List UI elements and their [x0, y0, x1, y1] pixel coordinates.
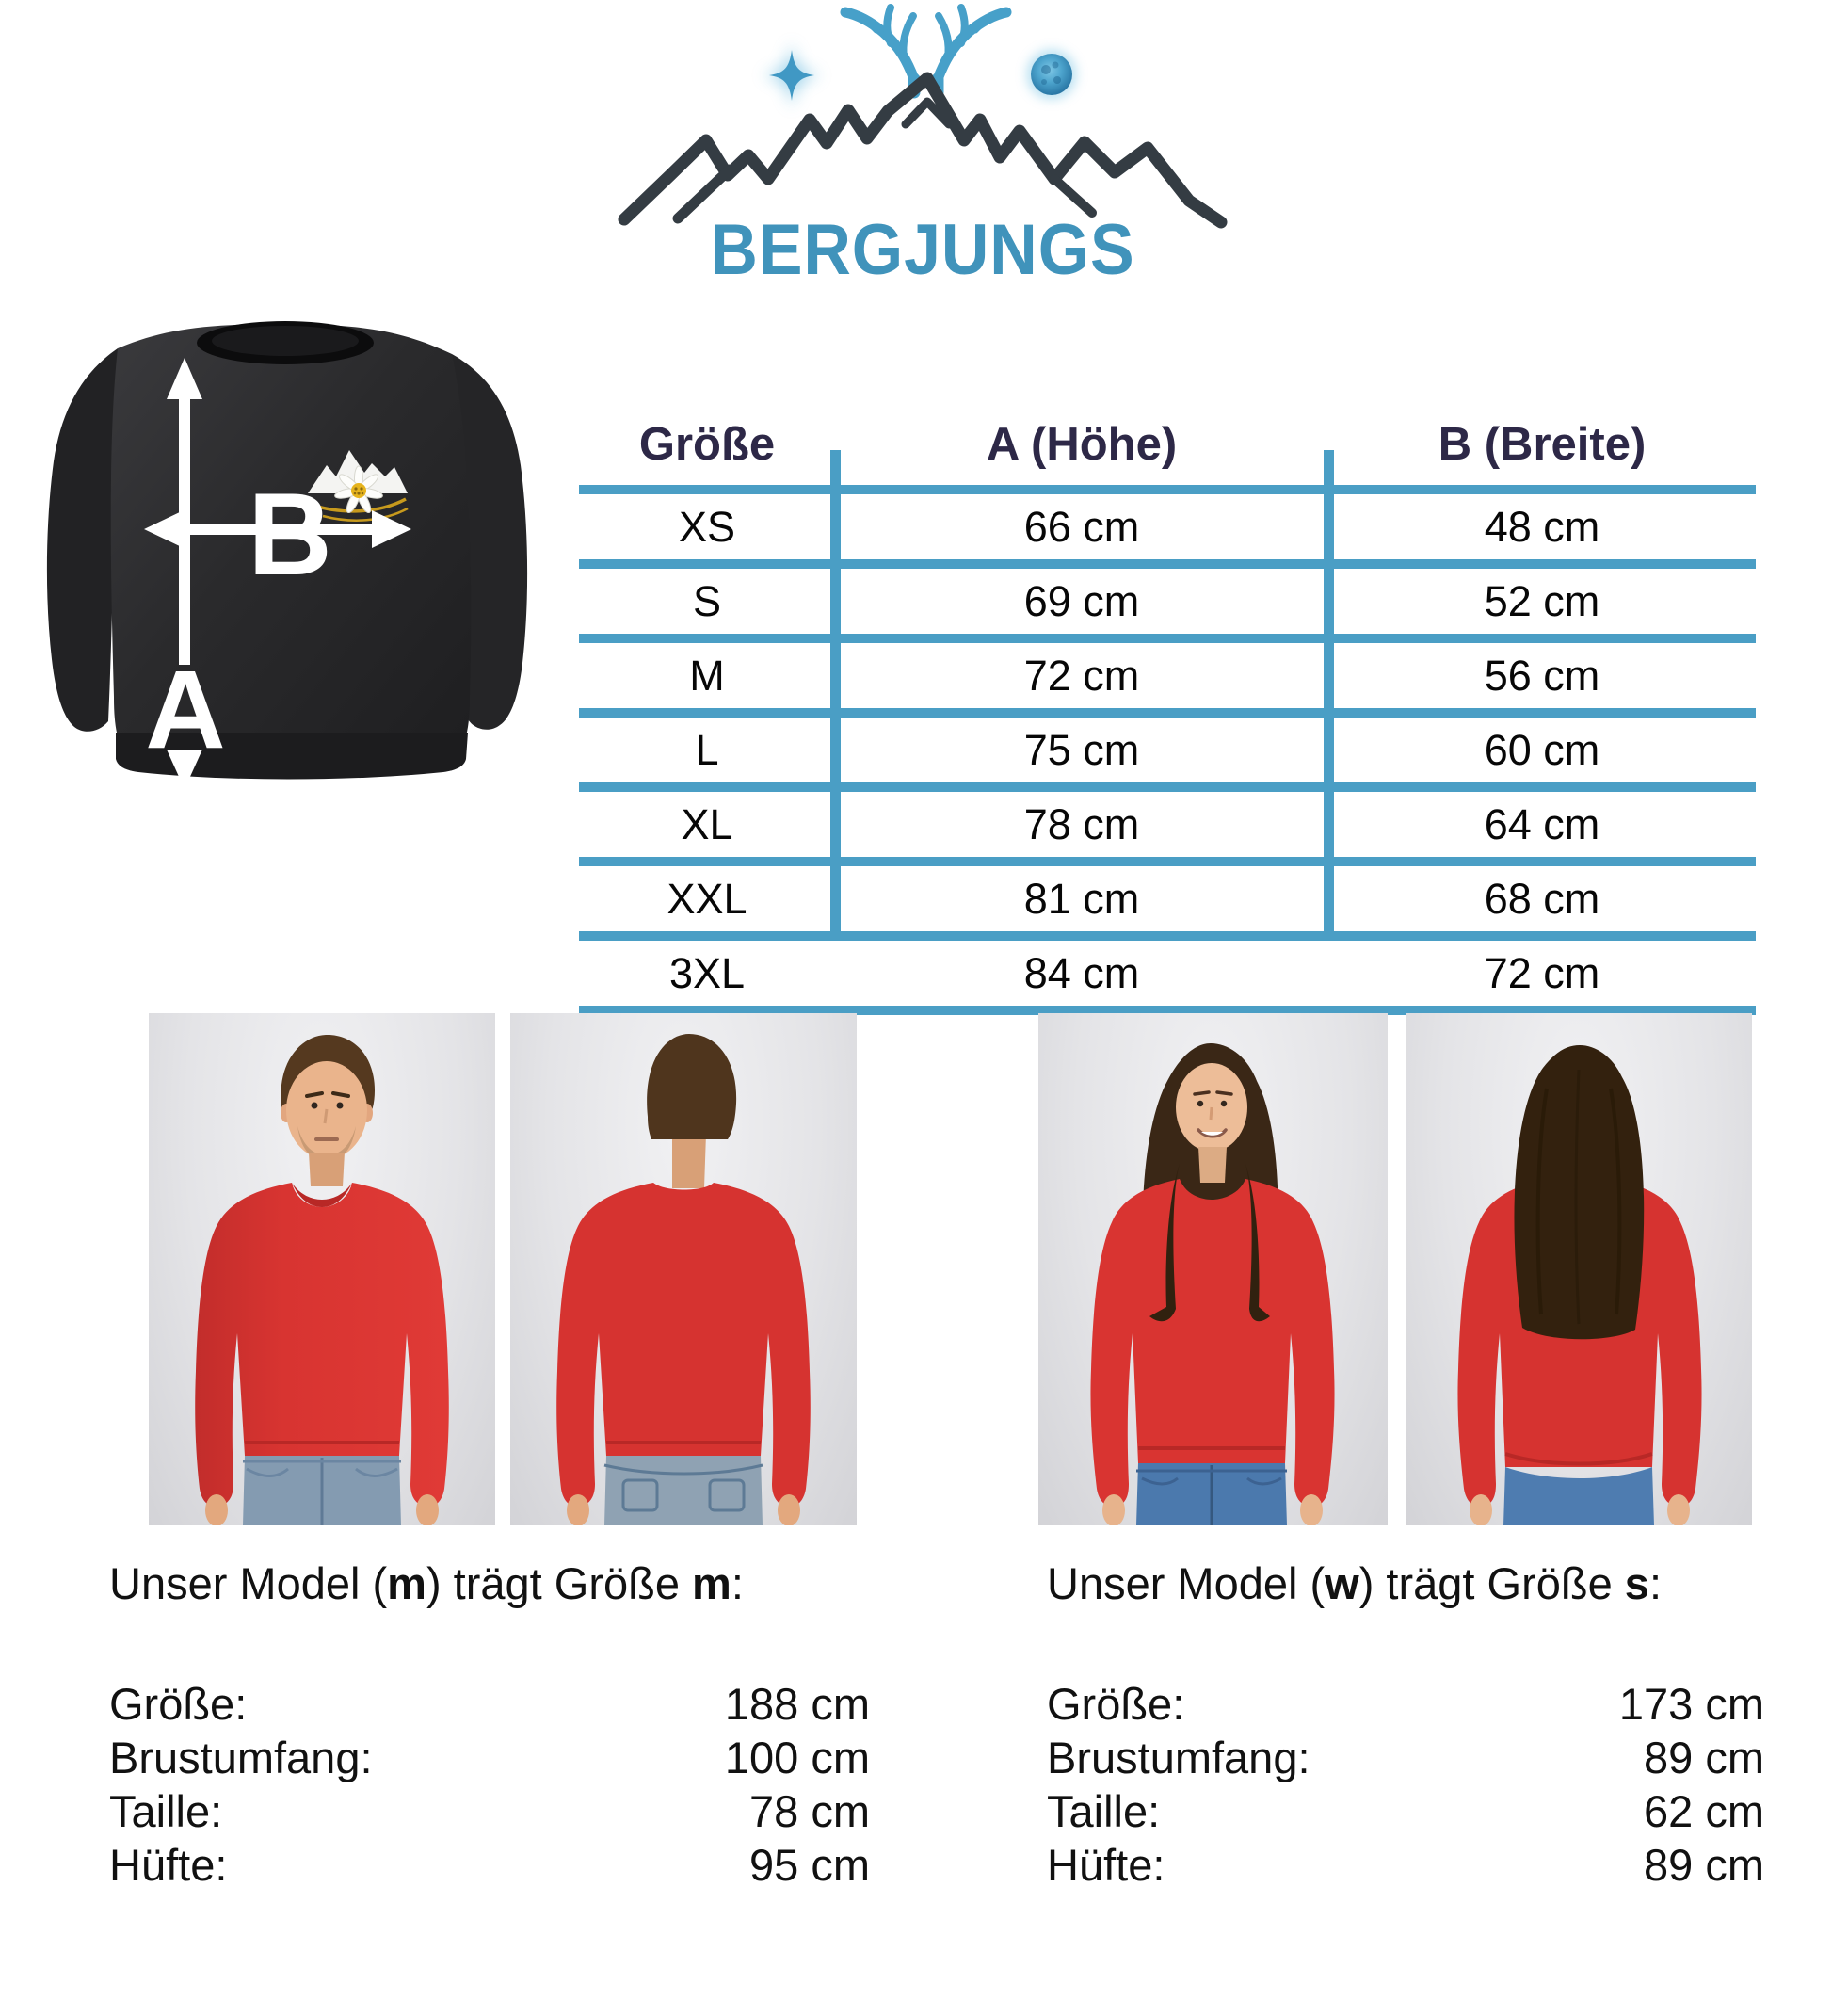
table-row — [579, 866, 1756, 941]
photo-woman-back — [1406, 1013, 1752, 1525]
woman-front-figure — [1038, 1013, 1388, 1525]
male-model-title: Unser Model (m) trägt Größe m: — [109, 1558, 744, 1608]
width-cell: 68 cm — [1484, 874, 1600, 923]
measurement-label: Hüfte: — [109, 1840, 228, 1890]
man-front-figure — [149, 1013, 495, 1525]
moon-icon — [1027, 50, 1076, 99]
measurement-row — [1047, 1784, 1764, 1838]
star-icon — [762, 41, 823, 110]
height-cell: 66 cm — [1023, 502, 1140, 551]
size-cell: XS — [678, 502, 736, 551]
measurement-value: 62 cm — [1644, 1786, 1764, 1836]
size-table-header — [579, 412, 1756, 494]
measurement-label: Brustumfang: — [1047, 1733, 1310, 1782]
photo-woman-front — [1038, 1013, 1388, 1525]
measurement-label: Größe: — [109, 1679, 248, 1729]
man-back-figure — [510, 1013, 857, 1525]
mountains-icon — [624, 78, 1221, 222]
measurement-label: Hüfte: — [1047, 1840, 1165, 1890]
measurement-value: 89 cm — [1644, 1840, 1764, 1890]
sweatshirt-image — [24, 318, 537, 794]
measurement-value: 173 cm — [1618, 1679, 1764, 1729]
measurement-value: 100 cm — [724, 1733, 870, 1782]
table-row — [579, 494, 1756, 569]
measurement-row — [1047, 1838, 1764, 1892]
column-divider — [1324, 450, 1334, 940]
height-cell: 81 cm — [1023, 874, 1140, 923]
woman-back-figure — [1406, 1013, 1752, 1525]
male-measurements — [109, 1677, 870, 1892]
female-model-info — [1047, 1542, 1764, 1892]
photo-man-back — [510, 1013, 857, 1525]
measurement-value: 78 cm — [749, 1786, 870, 1836]
female-measurements — [1047, 1677, 1764, 1892]
height-cell: 69 cm — [1023, 576, 1140, 625]
measurement-row — [1047, 1677, 1764, 1731]
width-cell: 72 cm — [1484, 948, 1600, 997]
width-cell: 56 cm — [1484, 651, 1600, 700]
measurement-value: 95 cm — [749, 1840, 870, 1890]
female-model-title: Unser Model (w) trägt Größe s: — [1047, 1558, 1662, 1608]
male-model-info — [109, 1542, 870, 1892]
table-row — [579, 643, 1756, 718]
table-row — [579, 569, 1756, 643]
measurement-label: Brustumfang: — [109, 1733, 373, 1782]
table-row — [579, 941, 1756, 1015]
measurement-label: Größe: — [1047, 1679, 1185, 1729]
measurement-row — [109, 1677, 870, 1731]
size-cell: M — [689, 651, 725, 700]
table-row — [579, 792, 1756, 866]
measurement-row — [1047, 1731, 1764, 1784]
height-label-A: A — [145, 648, 226, 772]
measurement-row — [109, 1838, 870, 1892]
width-cell: 60 cm — [1484, 725, 1600, 774]
size-table-body — [579, 494, 1756, 1015]
table-row — [579, 718, 1756, 792]
measurement-row — [109, 1784, 870, 1838]
measurement-diagram — [24, 318, 537, 794]
size-cell: L — [695, 725, 719, 774]
photo-man-front — [149, 1013, 495, 1525]
measurement-label: Taille: — [1047, 1786, 1161, 1836]
measurement-value: 188 cm — [724, 1679, 870, 1729]
width-cell: 64 cm — [1484, 799, 1600, 848]
height-cell: 72 cm — [1023, 651, 1140, 700]
col-breite: B (Breite) — [1438, 419, 1647, 470]
width-label-B: B — [248, 470, 332, 600]
brand-name: BERGJUNGS — [710, 210, 1135, 290]
column-divider — [830, 450, 841, 940]
size-cell: 3XL — [668, 948, 746, 997]
height-cell: 84 cm — [1023, 948, 1140, 997]
measurement-row — [109, 1731, 870, 1784]
col-groesse: Größe — [638, 419, 776, 470]
measurement-value: 89 cm — [1644, 1733, 1764, 1782]
size-cell: XL — [681, 799, 733, 848]
size-cell: S — [692, 576, 721, 625]
size-cell: XXL — [667, 874, 747, 923]
measurement-label: Taille: — [109, 1786, 223, 1836]
size-table — [579, 412, 1756, 1015]
width-cell: 48 cm — [1484, 502, 1600, 551]
width-cell: 52 cm — [1484, 576, 1600, 625]
col-hoehe: A (Höhe) — [986, 419, 1178, 470]
height-cell: 75 cm — [1023, 725, 1140, 774]
height-cell: 78 cm — [1023, 799, 1140, 848]
